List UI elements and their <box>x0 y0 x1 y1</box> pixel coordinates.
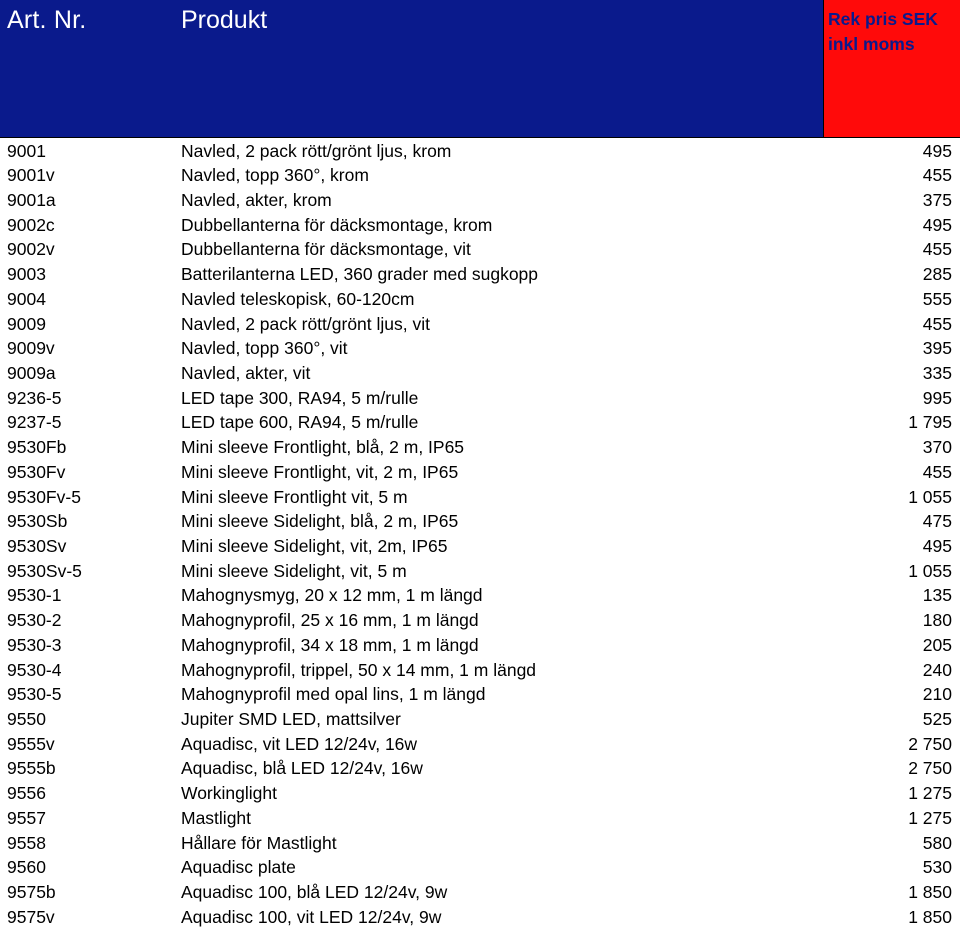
table-row <box>0 410 960 435</box>
table-row <box>0 880 960 905</box>
product-name: Mahognyprofil, 25 x 16 mm, 1 m längd <box>181 610 479 631</box>
article-number: 9530Sv-5 <box>7 560 82 581</box>
table-row <box>0 905 960 930</box>
product-name: Mini sleeve Frontlight, blå, 2 m, IP65 <box>181 437 465 458</box>
table-row <box>0 485 960 510</box>
table-row <box>0 855 960 880</box>
product-price: 580 <box>922 832 952 853</box>
article-number: 9009 <box>7 313 46 334</box>
product-price: 495 <box>922 214 952 235</box>
article-number: 9555v <box>7 733 55 754</box>
article-number: 9002c <box>7 214 55 235</box>
product-price: 1 275 <box>908 783 952 804</box>
article-number: 9530Sb <box>7 511 68 532</box>
product-name: Hållare för Mastlight <box>181 832 337 853</box>
price-list-table <box>0 139 960 930</box>
article-number: 9237-5 <box>7 412 62 433</box>
product-price: 375 <box>922 189 952 210</box>
product-price: 1 055 <box>908 560 952 581</box>
article-number: 9556 <box>7 783 46 804</box>
table-row <box>0 633 960 658</box>
product-name: LED tape 300, RA94, 5 m/rulle <box>181 387 419 408</box>
product-price: 210 <box>922 684 952 705</box>
product-name: Aquadisc, blå LED 12/24v, 16w <box>181 758 423 779</box>
table-header <box>0 0 960 138</box>
column-header-produkt: Produkt <box>181 6 268 34</box>
table-row <box>0 608 960 633</box>
product-name: Mini sleeve Sidelight, vit, 2m, IP65 <box>181 536 448 556</box>
article-number: 9001v <box>7 165 55 186</box>
table-row <box>0 312 960 337</box>
table-row <box>0 386 960 411</box>
table-row <box>0 237 960 262</box>
price-header-line-1: Rek pris SEK <box>828 9 938 29</box>
column-header-price <box>823 0 960 137</box>
product-price: 1 275 <box>908 807 952 828</box>
article-number: 9575v <box>7 906 55 927</box>
product-price: 555 <box>922 288 952 309</box>
table-row <box>0 534 960 559</box>
product-name: Mahognyprofil, trippel, 50 x 14 mm, 1 m längd <box>181 659 537 680</box>
product-price: 525 <box>922 709 952 730</box>
article-number: 9530-4 <box>7 659 62 680</box>
table-row <box>0 188 960 213</box>
product-name: LED tape 600, RA94, 5 m/rulle <box>181 412 419 433</box>
product-name: Mahognysmyg, 20 x 12 mm, 1 m längd <box>181 585 483 606</box>
article-number: 9555b <box>7 758 56 779</box>
product-name: Navled, topp 360°, krom <box>181 165 369 186</box>
product-name: Navled, 2 pack rött/grönt ljus, krom <box>181 140 452 161</box>
product-price: 495 <box>922 536 952 556</box>
article-number: 9557 <box>7 807 46 828</box>
product-price: 530 <box>922 857 952 878</box>
product-name: Navled, akter, krom <box>181 189 332 210</box>
article-number: 9530-1 <box>7 585 62 606</box>
table-row <box>0 163 960 188</box>
article-number: 9560 <box>7 857 46 878</box>
article-number: 9530-3 <box>7 634 62 655</box>
table-row <box>0 460 960 485</box>
table-row <box>0 756 960 781</box>
table-row <box>0 707 960 732</box>
product-price: 455 <box>922 313 952 334</box>
table-row <box>0 287 960 312</box>
product-name: Mini sleeve Sidelight, vit, 5 m <box>181 560 407 581</box>
article-number: 9236-5 <box>7 387 62 408</box>
article-number: 9530Fb <box>7 437 67 458</box>
product-price: 1 055 <box>908 486 952 507</box>
product-name: Mahognyprofil, 34 x 18 mm, 1 m längd <box>181 634 479 655</box>
product-price: 475 <box>922 511 952 532</box>
product-name: Mini sleeve Frontlight, vit, 2 m, IP65 <box>181 461 459 482</box>
product-price: 395 <box>922 338 952 359</box>
product-name: Jupiter SMD LED, mattsilver <box>181 709 401 730</box>
product-name: Workinglight <box>181 783 277 804</box>
product-name: Navled, akter, vit <box>181 362 311 383</box>
article-number: 9009v <box>7 338 55 359</box>
product-name: Mini sleeve Sidelight, blå, 2 m, IP65 <box>181 511 459 532</box>
product-price: 1 795 <box>908 412 952 433</box>
product-name: Navled teleskopisk, 60-120cm <box>181 288 415 309</box>
product-price: 455 <box>922 461 952 482</box>
product-name: Mahognyprofil med opal lins, 1 m längd <box>181 684 486 705</box>
table-row <box>0 262 960 287</box>
table-row <box>0 806 960 831</box>
table-row <box>0 336 960 361</box>
table-row <box>0 781 960 806</box>
table-row <box>0 139 960 164</box>
article-number: 9530Fv-5 <box>7 486 81 507</box>
product-name: Mastlight <box>181 807 252 828</box>
table-row <box>0 658 960 683</box>
article-number: 9001 <box>7 140 46 161</box>
article-number: 9550 <box>7 709 46 730</box>
product-price: 2 750 <box>908 758 952 779</box>
article-number: 9575b <box>7 882 56 903</box>
article-number: 9530-2 <box>7 610 62 631</box>
product-price: 2 750 <box>908 733 952 754</box>
product-name: Dubbellanterna för däcksmontage, krom <box>181 214 493 235</box>
table-row <box>0 559 960 584</box>
table-row <box>0 435 960 460</box>
product-price: 205 <box>922 634 952 655</box>
product-price: 240 <box>922 659 952 680</box>
price-header-line-2: inkl moms <box>828 34 915 54</box>
table-row <box>0 831 960 856</box>
product-name: Aquadisc 100, vit LED 12/24v, 9w <box>181 906 442 927</box>
product-name: Batterilanterna LED, 360 grader med sugkopp <box>181 264 539 285</box>
product-name: Aquadisc 100, blå LED 12/24v, 9w <box>181 882 448 903</box>
product-name: Aquadisc, vit LED 12/24v, 16w <box>181 733 418 754</box>
product-price: 995 <box>922 387 952 408</box>
article-number: 9558 <box>7 832 46 853</box>
article-number: 9530Fv <box>7 461 66 482</box>
article-number: 9004 <box>7 288 46 309</box>
table-row <box>0 213 960 238</box>
product-name: Navled, 2 pack rött/grönt ljus, vit <box>181 313 430 334</box>
table-row <box>0 509 960 534</box>
table-row <box>0 583 960 608</box>
product-price: 285 <box>922 264 952 285</box>
product-price: 180 <box>922 610 952 631</box>
product-price: 335 <box>922 362 952 383</box>
product-price: 1 850 <box>908 882 952 903</box>
article-number: 9003 <box>7 264 46 285</box>
product-price: 455 <box>922 239 952 260</box>
article-number: 9002v <box>7 239 55 260</box>
product-price: 135 <box>922 585 952 606</box>
product-name: Navled, topp 360°, vit <box>181 338 348 359</box>
article-number: 9009a <box>7 362 56 383</box>
product-price: 495 <box>922 140 952 161</box>
table-row <box>0 732 960 757</box>
table-row <box>0 361 960 386</box>
product-name: Mini sleeve Frontlight vit, 5 m <box>181 486 408 507</box>
column-header-art-nr: Art. Nr. <box>7 6 87 34</box>
article-number: 9530Sv <box>7 536 67 556</box>
product-price: 1 850 <box>908 906 952 927</box>
article-number: 9001a <box>7 189 56 210</box>
product-name: Dubbellanterna för däcksmontage, vit <box>181 239 471 260</box>
product-price: 455 <box>922 165 952 186</box>
table-row <box>0 682 960 707</box>
product-price: 370 <box>922 437 952 458</box>
article-number: 9530-5 <box>7 684 62 705</box>
product-name: Aquadisc plate <box>181 857 296 878</box>
